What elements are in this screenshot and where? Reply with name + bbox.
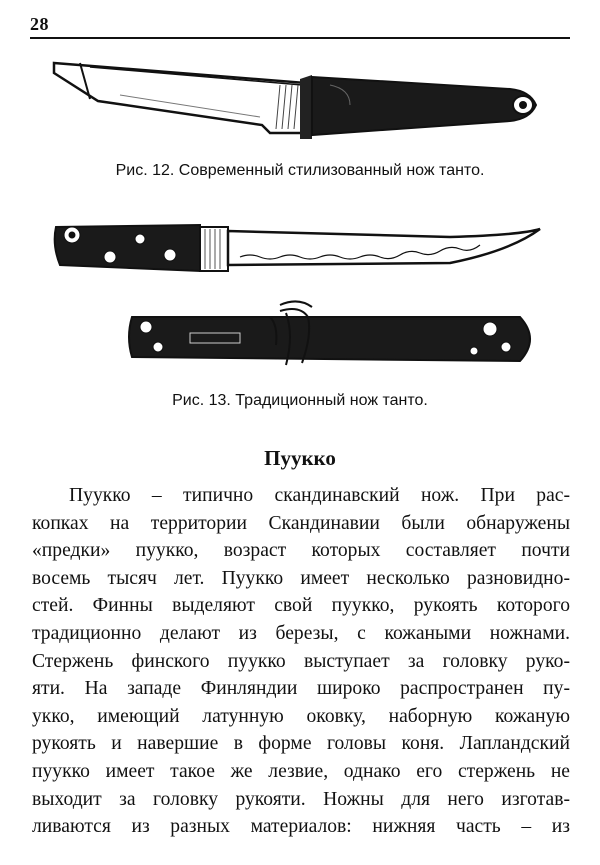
text-line: Стержень финского пуукко выступает за головку руко- (32, 650, 570, 672)
text-line: «предки» пуукко, возраст которых составляет почти (32, 540, 570, 562)
figure-13-caption: Рис. 13. Традиционный нож танто. (172, 392, 428, 409)
text-line: яти. На западе Финляндии широко распространен пу- (32, 678, 570, 700)
text-line: пуукко имеет такое же лезвие, однако его стержень не (32, 760, 570, 782)
page-number: 28 (30, 14, 49, 34)
text-line: выходит за головку рукояти. Ножны для него изготав- (32, 788, 570, 810)
figure-12-caption: Рис. 12. Современный стилизованный нож танто. (115, 162, 485, 179)
text-line: укко, имеющий латунную оковку, наборную кожаную (32, 705, 570, 727)
text-line: Пуукко – типично скандинавский нож. При рас- (69, 485, 570, 506)
text-line: ливаются из разных материалов: нижняя часть – из (32, 816, 570, 838)
body-text (32, 482, 570, 841)
text-line: восемь тысяч лет. Пуукко имеет несколько разновидно- (32, 567, 570, 589)
figure-12-modern-tanto-illustration (50, 55, 550, 150)
figure-13-traditional-tanto-illustration (50, 205, 550, 380)
text-line: рукоять и навершие в форме головы коня. Лапландский (32, 733, 570, 755)
text-line: копках на территории Скандинавии были обнаружены (32, 512, 570, 534)
header-rule (30, 37, 570, 39)
section-heading: Пуукко (264, 446, 336, 470)
text-line: стей. Финны выделяют свой пуукко, рукоять которого (32, 595, 570, 617)
text-line: традиционно делают из березы, с кожаными ножнами. (32, 622, 570, 644)
